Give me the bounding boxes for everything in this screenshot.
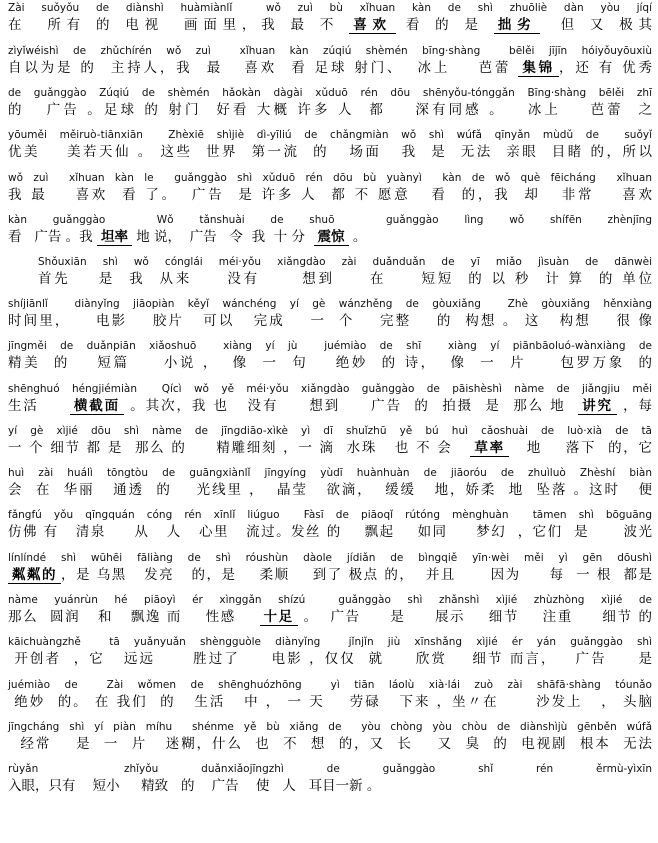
hanzi-text: 首先 是 我 从来 没有 想到 在 短短 的 以 秒 计 算 的 单位 (38, 271, 652, 287)
pinyin-line: yōuměi měiruò-tiānxiān Zhèxiē shìjiè dì-yīliú de chǎngmiàn wǒ shì wúfǎ qīnyǎn mùdǔ de suǒyǐ (8, 129, 652, 141)
pinyin-line: jīngcháng shì yí piàn míhu shénme yě bù xiǎng de yòu chòng yòu chòu de diànshìjù gēnběn wúfǎ (8, 721, 652, 733)
pinyin-line: shēnghuó héngjiémiàn Qícì wǒ yě méi·yǒu xiǎngdào guǎnggào de pāishèshì nàme de jiǎngjiu měi (8, 383, 652, 395)
text-line (0, 552, 658, 588)
hanzi-text: 那么 圆润 和 飘逸 而 性感 (8, 609, 260, 625)
text-line (0, 87, 658, 123)
hanzi-text: 仿佛 有 清泉 从 人 心里 流过。发丝 的 飘起 如同 梦幻 ，它们 是 波光 (8, 524, 652, 540)
pinyin-line: fǎngfú yǒu qīngquán cóng rén xīnlǐ liúguo Fàsī de piāoqǐ rútóng mènghuàn tāmen shì bōguāng (8, 509, 652, 521)
hanzi-text: 生活 (8, 398, 70, 414)
text-line (0, 763, 658, 799)
pinyin-line: shíjiānlǐ diànyǐng jiāopiàn kěyǐ wánchéng yí gè wánzhěng de gòuxiǎng Zhè gòuxiǎng hěnxiàng (8, 298, 652, 310)
hanzi-line (8, 439, 652, 457)
pinyin-line: Zài suǒyǒu de diànshì huàmiànlǐ wǒ zuì bù xǐhuan kàn de shì zhuōliè dàn yòu jíqí (8, 2, 652, 14)
text-line (0, 2, 658, 38)
hanzi-line (8, 312, 652, 330)
text-line (0, 45, 658, 81)
hanzi-line (8, 650, 652, 668)
filled-blank-answer: 横截面 (70, 398, 124, 415)
pinyin-line: nàme yuánrùn hé piāoyì ér xìnggǎn shízú guǎnggào shì zhǎnshì xìjié zhùzhòng xìjié de (8, 594, 652, 606)
hanzi-text: 一 个 细节 都 是 那么 的 精雕细刻 ，一 滴 水珠 也 不 会 (8, 440, 471, 456)
hanzi-text: 入眼，只有 短小 精致 的 广告 使 人 耳目一新 。 (8, 778, 381, 794)
pinyin-line: wǒ zuì xǐhuan kàn le guǎnggào shì xǔduō rén dōu bù yuànyì kàn de wǒ què fēicháng xǐhuan (8, 172, 652, 184)
pinyin-line: Shǒuxiān shì wǒ cónglái méi·yǒu xiǎngdào zài duǎnduǎn de yī miǎo jìsuàn de dānwèi (38, 256, 652, 268)
pinyin-line: rùyǎn zhǐyǒu duǎnxiǎojīngzhì de guǎnggào shǐ rén ěrmù-yìxīn (8, 763, 652, 775)
hanzi-text: 绝妙 的。 在 我们 的 生活 中 ， 一 天 劳碌 下来 ，坐〃在 沙发上 ， 头脑 (8, 694, 652, 710)
hanzi-line (8, 523, 652, 541)
hanzi-line (38, 270, 652, 288)
hanzi-line (8, 16, 652, 34)
pinyin-line: juémiào de Zài wǒmen de shēnghuózhōng yì tiān láolù xià·lái zuò zài shāfā·shàng tóunǎo (8, 679, 652, 691)
pinyin-line: de guǎnggào Zúqiú de shèmén hǎokàn dàgài xǔduō rén dōu shēnyǒu-tónggǎn Bīng·shàng bēlěi zhī (8, 87, 652, 99)
hanzi-text: ，还 有 优秀 (559, 60, 652, 76)
pinyin-line: kàn guǎnggào Wǒ tǎnshuài de shuō guǎnggào lìng wǒ shífēn zhènjīng (8, 214, 652, 226)
hanzi-line (8, 186, 652, 204)
hanzi-text: 在 所有 的 电视 画面里，我 最 不 (8, 17, 350, 33)
hanzi-text: 地 说， 广告 令 我 十 分 (131, 229, 314, 245)
hanzi-line (8, 354, 652, 372)
pinyin-line: yí gè xìjié dōu shì nàme de jīngdiāo-xìkè yì dī shuǐzhū yě bú huì cǎoshuài de luò·xià de tā (8, 425, 652, 437)
hanzi-text: 看 广告 。我 (8, 229, 97, 245)
filled-blank-answer: 拙劣 (494, 17, 541, 34)
hanzi-line (8, 566, 652, 584)
hanzi-text: 但 又 极其 (540, 17, 653, 33)
text-line (0, 594, 658, 630)
text-line (0, 679, 658, 715)
hanzi-text: 。其次，我 也 没有 想到 广告 的 拍摄 是 那么 地 (124, 398, 579, 414)
hanzi-text: 精美 的 短篇 小说 ， 像 一 句 绝妙 的 诗， 像 一 片 包罗万象 的 (8, 355, 652, 371)
text-line (0, 467, 658, 503)
text-line (0, 425, 658, 461)
hanzi-text: 。 广告 是 展示 细节 注重 细节 的 (297, 609, 652, 625)
hanzi-line (8, 608, 652, 626)
pinyin-line: kāichuàngzhě tā yuǎnyuǎn shèngguòle diànyǐng jǐnjǐn jiù xīnshǎng xìjié ér yán guǎnggào shì (8, 636, 652, 648)
hanzi-line (8, 228, 652, 246)
hanzi-line (8, 59, 652, 77)
pinyin-line: zìyǐwéishì de zhǔchírén wǒ zuì xǐhuan kàn zúqiú shèmén bīng·shàng bēlěi jījīn hóiyǒuyōuxiù (8, 45, 652, 57)
hanzi-text: 自以为是 的 主持人，我 最 喜欢 看 足球 射门、 冰上 芭蕾 (8, 60, 519, 76)
pinyin-line: jīngměi de duǎnpiān xiǎoshuō xiàng yí jù juémiào de shī xiàng yí piānbāoluó-wànxiàng de (8, 340, 652, 352)
hanzi-text: 地 落下 的，它 (508, 440, 652, 456)
pinyin-line: huì zài huálì tōngtòu de guāngxiànlǐ jīngyíng yùdī huànhuàn de jiāoróu de zhuìluò Zhèshí biàn (8, 467, 652, 479)
text-line (0, 256, 658, 292)
hanzi-text: 开创者 ，它 远远 胜过了 电影 ，仅仅 就 欣赏 细节 而言， 广告 是 (8, 651, 652, 667)
hanzi-text: ，每 (616, 398, 653, 414)
text-line (0, 298, 658, 334)
filled-blank-answer: 十足 (260, 609, 298, 626)
hanzi-text: 优美 美若天仙 。 这些 世界 第一流 的 场面 我 是 无法 亲眼 目睹 的，所以 (8, 144, 652, 160)
text-line (0, 172, 658, 208)
filled-blank-answer: 集锦 (518, 60, 559, 77)
filled-blank-answer: 草率 (470, 440, 508, 457)
text-line (0, 129, 658, 165)
hanzi-text: 时间里， 电影 胶片 可以 完成 一 个 完整 的 构想 。 这 构想 很 像 (8, 313, 652, 329)
hanzi-text: ，是 乌黑 发亮 的，是 柔顺 到了 极点 的， 并且 因为 每 一 根 都是 (61, 567, 652, 583)
filled-blank-answer: 震惊 (314, 229, 349, 246)
pinyin-line: línlíndé shì wūhēi fāliàng de shì róushùn dàole jídiǎn de bìngqiě yīn·wèi měi yì gēn dōushì (8, 552, 652, 564)
hanzi-line (8, 481, 652, 499)
filled-blank-answer: 坦率 (97, 229, 132, 246)
hanzi-line (8, 143, 652, 161)
filled-blank-answer: 粼粼的 (8, 567, 61, 584)
filled-blank-answer: 喜欢 (349, 17, 396, 34)
hanzi-line (8, 693, 652, 711)
text-line (0, 636, 658, 672)
hanzi-line (8, 397, 652, 415)
hanzi-line (8, 101, 652, 119)
text-line (0, 721, 658, 757)
hanzi-text: 。 (348, 229, 367, 245)
hanzi-line (8, 735, 652, 753)
hanzi-text: 经常 是 一 片 迷糊，什么 也 不 想 的，又 长 又 臭 的 电视剧 根本 无法 (8, 736, 652, 752)
text-line (0, 509, 658, 545)
filled-blank-answer: 讲究 (578, 398, 617, 415)
hanzi-text: 我 最 喜欢 看 了。 广告 是 许多 人 都 不 愿意 看 的，我 却 非常 喜欢 (8, 187, 652, 203)
hanzi-text: 的 广告 。足球 的 射门 好看 大概 许多 人 都 深有同感 。 冰上 芭蕾 之 (8, 102, 652, 118)
text-line (0, 383, 658, 419)
text-line (0, 340, 658, 376)
hanzi-text: 看 的 是 (395, 17, 494, 33)
text-line (0, 214, 658, 250)
hanzi-line (8, 777, 652, 795)
hanzi-text: 会 在 华丽 通透 的 光线里 ， 晶莹 欲滴， 缓缓 地，娇柔 地 坠落 。这时 便 (8, 482, 652, 498)
